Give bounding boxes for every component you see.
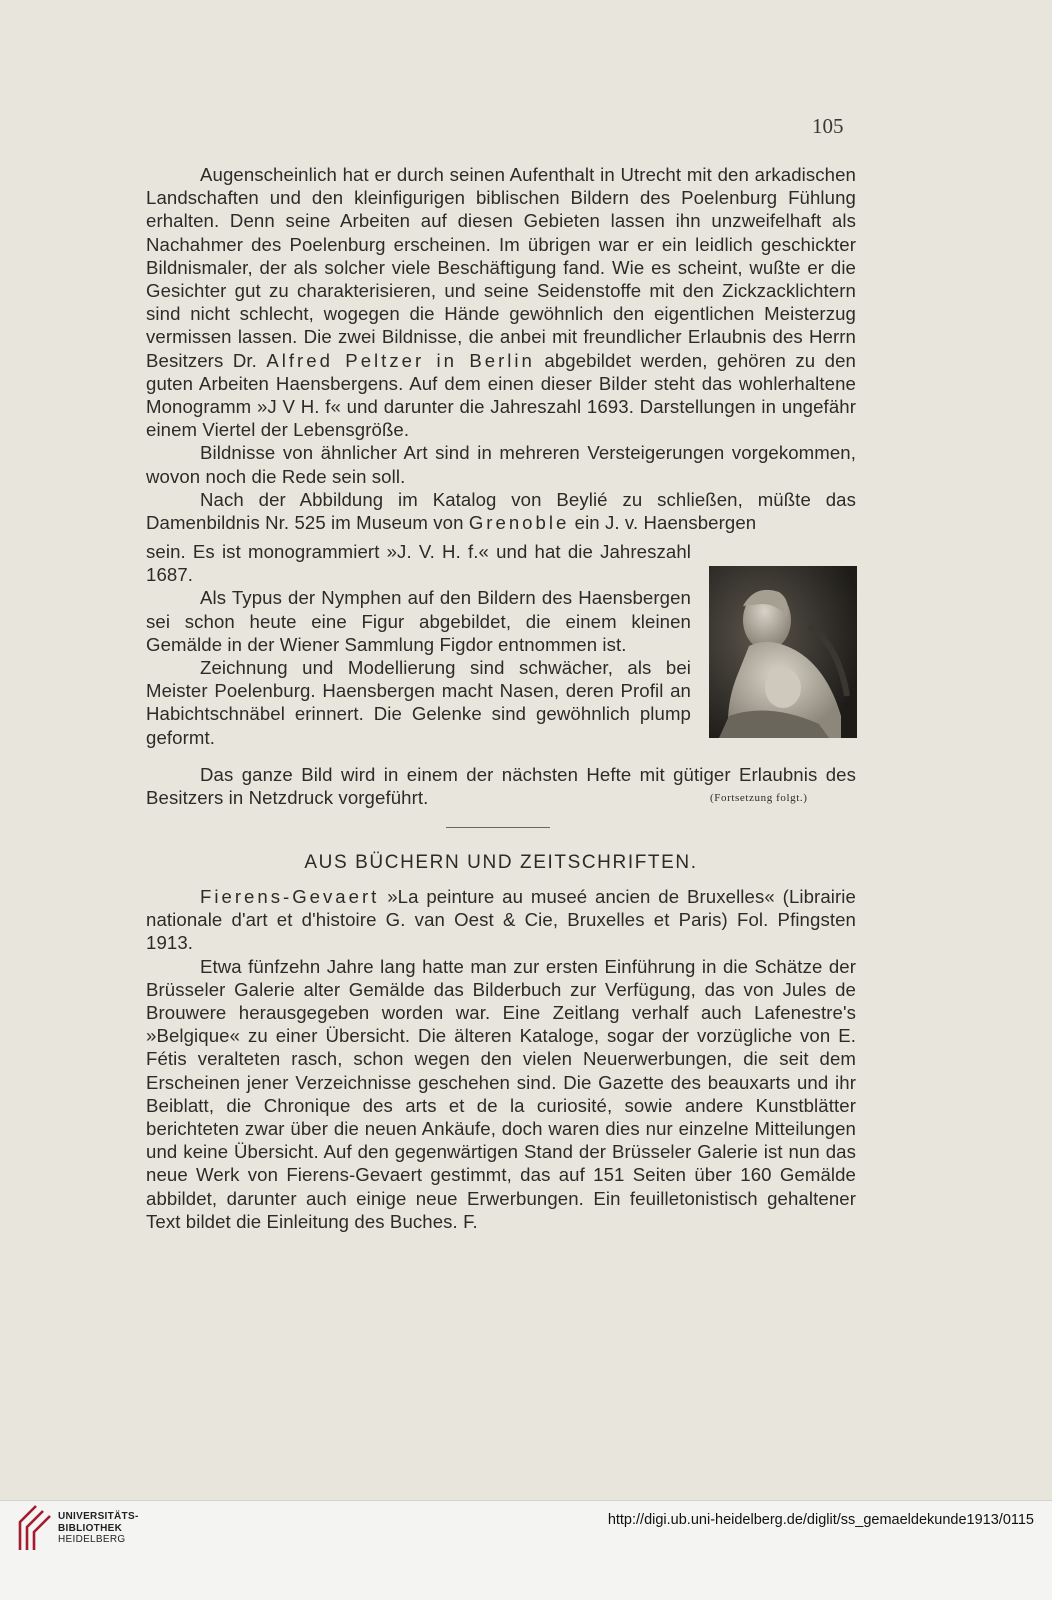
continuation-note: (Fortsetzung folgt.) [710, 792, 808, 804]
paragraph-3-continued: sein. Es ist monogrammiert »J. V. H. f.« und hat die Jahreszahl 1687. [146, 541, 691, 586]
section-divider [446, 827, 550, 828]
nymph-figure-drawing [709, 566, 857, 738]
paragraph-3: Nach der Abbildung im Katalog von Beylié zu schließen, müßte das Damenbildnis Nr. 525 im Museum von Grenoble ein J. v. Haensbergen [146, 488, 856, 534]
review-citation: Fierens-Gevaert »La peinture au museé ancien de Bruxelles« (Librairie nationale d'art et d'histoire G. van Oest & Cie, Bruxelles et Paris) Fol. Pfingsten 1913. [146, 886, 856, 954]
paragraph-1: Augenscheinlich hat er durch seinen Aufenthalt in Utrecht mit den arkadischen Landschaften und den kleinfigurigen biblischen Bildern des Poelenburg Fühlung erhalten. Denn seine Arbeiten auf diesen Gebieten lassen ihn unzweifelhaft als Nachahmer des Poelenburg erscheinen. Im übrigen war er ein leidlich geschickter Bildnismaler, der als solcher viele Beschäftigung fand. Wie es scheint, wußte er die Gesichter gut zu charakterisieren, und seine Seidenstoffe mit den Zickzacklichtern sind nicht schlecht, wogegen die Hände gewöhnlich den eigentlichen Meisterzug vermissen lassen. Die zwei Bildnisse, die anbei mit freundlicher Erlaubnis des Herrn Besitzers Dr. Alfred Peltzer in Berlin abgebildet werden, gehören zu den guten Arbeiten Haensbergens. Auf dem einen dieser Bilder steht das wohlerhaltene Monogramm »J V H. f« und darunter die Jahreszahl 1693. Darstellungen in ungefähr einem Viertel der Lebensgröße. [146, 164, 856, 441]
source-url-link[interactable]: http://digi.ub.uni-heidelberg.de/diglit/ss_gemaeldekunde1913/0115 [607, 1512, 1034, 1528]
paragraph-4: Als Typus der Nymphen auf den Bildern des Haensbergen sei schon heute eine Figur abgebildet, die einem kleinen Gemälde in der Wiener Sammlung Figdor entnommen ist. [146, 587, 691, 655]
paragraph-5: Zeichnung und Modellierung sind schwächer, als bei Meister Poelenburg. Haensbergen macht Nasen, deren Profil an Habichtschnäbel erinnert. Die Gelenke sind gewöhnlich plump geformt. [146, 657, 691, 748]
collector-name: Alfred Peltzer in Berlin [266, 349, 535, 371]
body-text-top [146, 163, 856, 534]
nymph-figure-image [709, 566, 857, 738]
body-text-wrap [146, 540, 691, 749]
paragraph-6: Das ganze Bild wird in einem der nächsten Hefte mit gütiger Erlaubnis des Besitzers in Netzdruck vorgeführt. [146, 764, 856, 809]
page-number: 105 [812, 114, 844, 138]
review-text [146, 885, 856, 1233]
review-body: Etwa fünfzehn Jahre lang hatte man zur ersten Einführung in die Schätze der Brüsseler Galerie alter Gemälde das Bilderbuch zur Verfügung, das von Jules de Brouwere herausgegeben worden war. Eine Zeitlang verhalf auch Lafenestre's »Belgique« zu einer Übersicht. Die älteren Kataloge, sogar der vorzügliche von E. Fétis veralteten rasch, schon wegen den vielen Neuerwerbungen, die seit dem Erscheinen jener Verzeichnisse geschehen sind. Die Gazette des beauxarts und ihr Beiblatt, die Chronique des arts et de la curiosité, sowie andere Kunstblätter berichteten zwar über die neuen Ankäufe, doch waren dies nur einzelne Mitteilungen und keine Übersicht. Auf den gegenwärtigen Stand der Brüsseler Galerie ist nun das neue Werk von Fierens-Gevaert gestimmt, das auf 151 Seiten über 160 Gemälde abbildet, darunter auch einige neue Erwerbungen. Ein feuilletonistisch gehaltener Text bildet die Einleitung des Buches. F. [146, 955, 856, 1232]
library-logo-icon [14, 1502, 54, 1554]
section-title: AUS BÜCHERN UND ZEITSCHRIFTEN. [304, 852, 698, 873]
library-name: UNIVERSITÄTS- BIBLIOTHEK HEIDELBERG [58, 1511, 139, 1545]
paragraph-2: Bildnisse von ähnlicher Art sind in mehreren Versteigerungen vorgekommen, wovon noch die Rede sein soll. [146, 442, 856, 487]
review-author: Fierens-Gevaert [200, 886, 380, 907]
museum-city: Grenoble [468, 512, 570, 534]
